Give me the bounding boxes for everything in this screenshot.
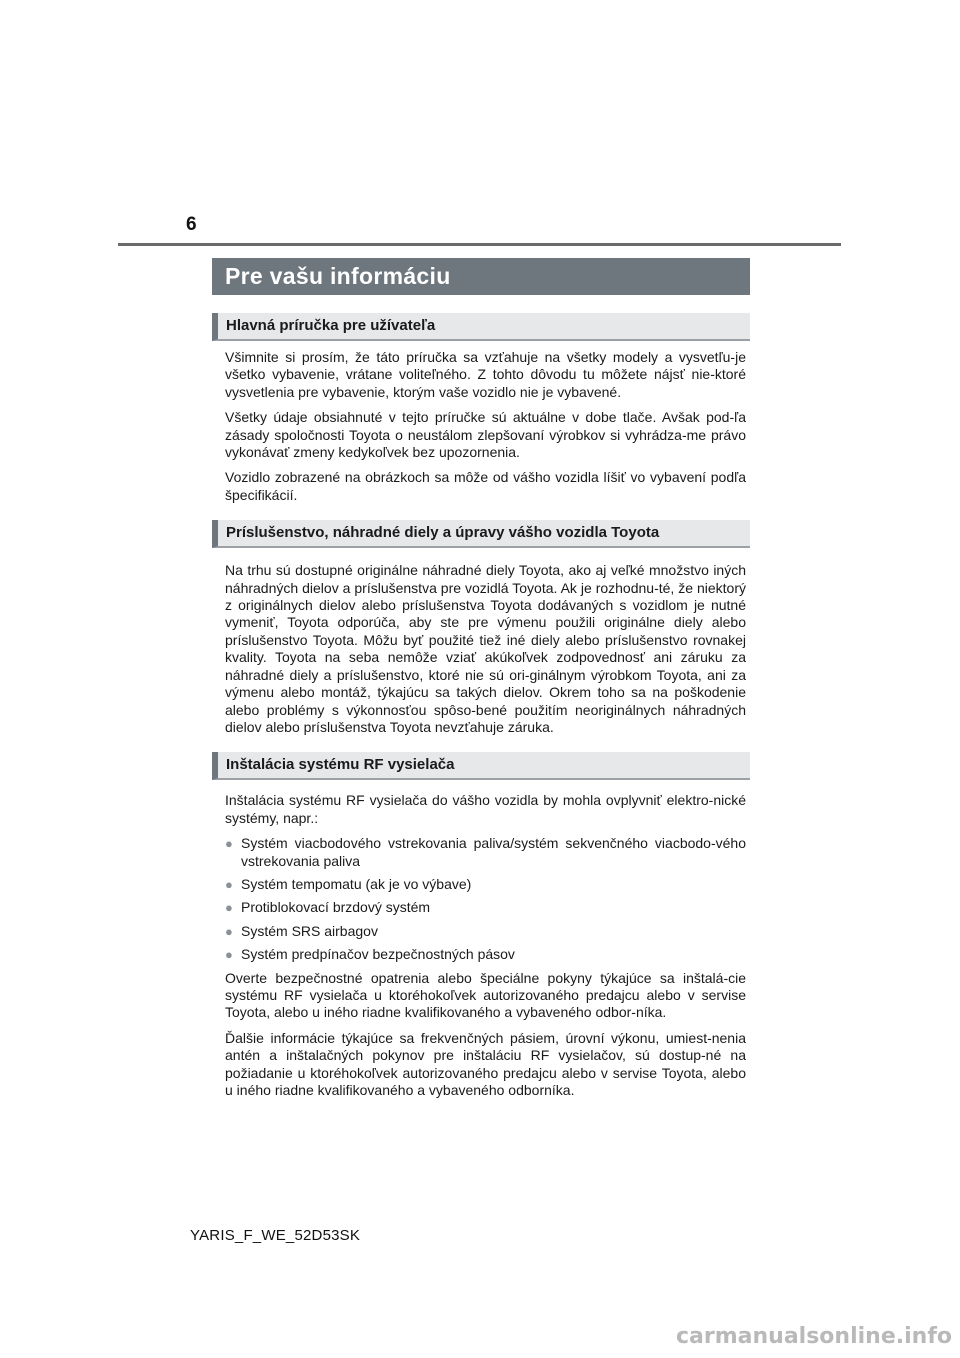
bullet-icon: ● xyxy=(225,876,233,892)
paragraph: Všimnite si prosím, že táto príručka sa vzťahuje na všetky modely a vysvetľu-je všetko vybavenie, vrátane voliteľného. Z tohto dôvodu tu môžete nájsť nie-ktoré vysvetlenia pre vybavenie, ktorým vaše vozidlo nie je vybavené. xyxy=(225,349,746,400)
list-item: ● Protiblokovací brzdový systém xyxy=(225,899,431,916)
page-title: Pre vašu informáciu xyxy=(212,258,750,295)
paragraph: Overte bezpečnostné opatrenia alebo špeciálne pokyny týkajúce sa inštalá-cie systému RF vysielača u ktoréhokoľvek autorizovaného predajcu alebo v servise Toyota, alebo u iného riadne kvalifikovaného a vybaveného odbor-níka. xyxy=(225,969,746,1021)
list-item: ● Systém predpínačov bezpečnostných pásov xyxy=(225,946,515,963)
document-code: YARIS_F_WE_52D53SK xyxy=(190,1227,361,1244)
section-body-manual xyxy=(212,349,750,504)
section-body-rf-transmitter xyxy=(212,792,750,1099)
bullet-icon: ● xyxy=(225,923,233,939)
section-heading-rf-transmitter: Inštalácia systému RF vysielača xyxy=(212,752,750,780)
paragraph: Inštalácia systému RF vysielača do vášho vozidla by mohla ovplyvniť elektro-nické systémy, napr.: xyxy=(225,792,746,826)
paragraph: Na trhu sú dostupné originálne náhradné diely Toyota, ako aj veľké množstvo iných náhradných dielov a príslušenstva pre vozidlá Toyota. Ak je rozhodnu-té, že niektorý z originálnych dielov alebo príslušenstva Toyota dodávaných s vozidlom je nutné vymeniť, Toyota odporúča, aby ste pre výmenu použili originálne diely alebo príslušenstvo Toyota. Môžu byť použité tiež iné diely alebo príslušenstvo rovnakej kvality. Toyota na seba nemôže vziať akúkoľvek zodpovednosť ani záruku za náhradné diely a príslušenstvo, ktoré nie sú ori-ginálnym výrobkom Toyota, ani za výmenu alebo montáž, týkajúcu sa takých dielov. Okrem toho sa na poškodenie alebo problémy s výkonnosťou spôso-bené použitím neoriginálnych náhradných dielov alebo príslušenstva Toyota nevzťahuje záruka. xyxy=(225,562,746,735)
list-item: ● Systém tempomatu (ak je vo výbave) xyxy=(225,875,472,892)
bullet-icon: ● xyxy=(225,900,233,916)
header-rule xyxy=(118,243,841,246)
page-content xyxy=(212,258,750,1107)
section-body-accessories xyxy=(212,562,750,736)
section-heading-manual: Hlavná príručka pre užívateľa xyxy=(212,313,750,341)
paragraph: Všetky údaje obsiahnuté v tejto príručke sú aktuálne v dobe tlače. Avšak pod-ľa zásady spoločnosti Toyota o neustálom zlepšovaní výrobkov si vyhrádza-me právo vykonávať zmeny kedykoľvek bez upozornenia. xyxy=(225,409,746,461)
paragraph: Ďalšie informácie týkajúce sa frekvenčných pásiem, úrovní výkonu, umiest-nenia antén a inštalačných pokynov pre inštaláciu RF vysielačov, sú dostup-né na požiadanie u ktoréhokoľvek autorizovaného predajcu alebo v servise Toyota, alebo u iného riadne kvalifikovaného a vybaveného odborníka. xyxy=(225,1029,746,1098)
section-heading-accessories: Príslušenstvo, náhradné diely a úpravy vášho vozidla Toyota xyxy=(212,520,750,548)
bullet-icon: ● xyxy=(225,836,233,852)
watermark: carmanualsonline.info xyxy=(676,1324,952,1349)
list-item: ● Systém SRS airbagov xyxy=(225,922,378,939)
list-item: ● Systém viacbodového vstrekovania paliva/systém sekvenčného viacbodo-vého vstrekovania paliva xyxy=(225,835,746,869)
paragraph: Vozidlo zobrazené na obrázkoch sa môže od vášho vozidla líšiť vo vybavení podľa špecifikácií. xyxy=(225,469,746,503)
bullet-icon: ● xyxy=(225,947,233,963)
page-number: 6 xyxy=(186,214,197,235)
